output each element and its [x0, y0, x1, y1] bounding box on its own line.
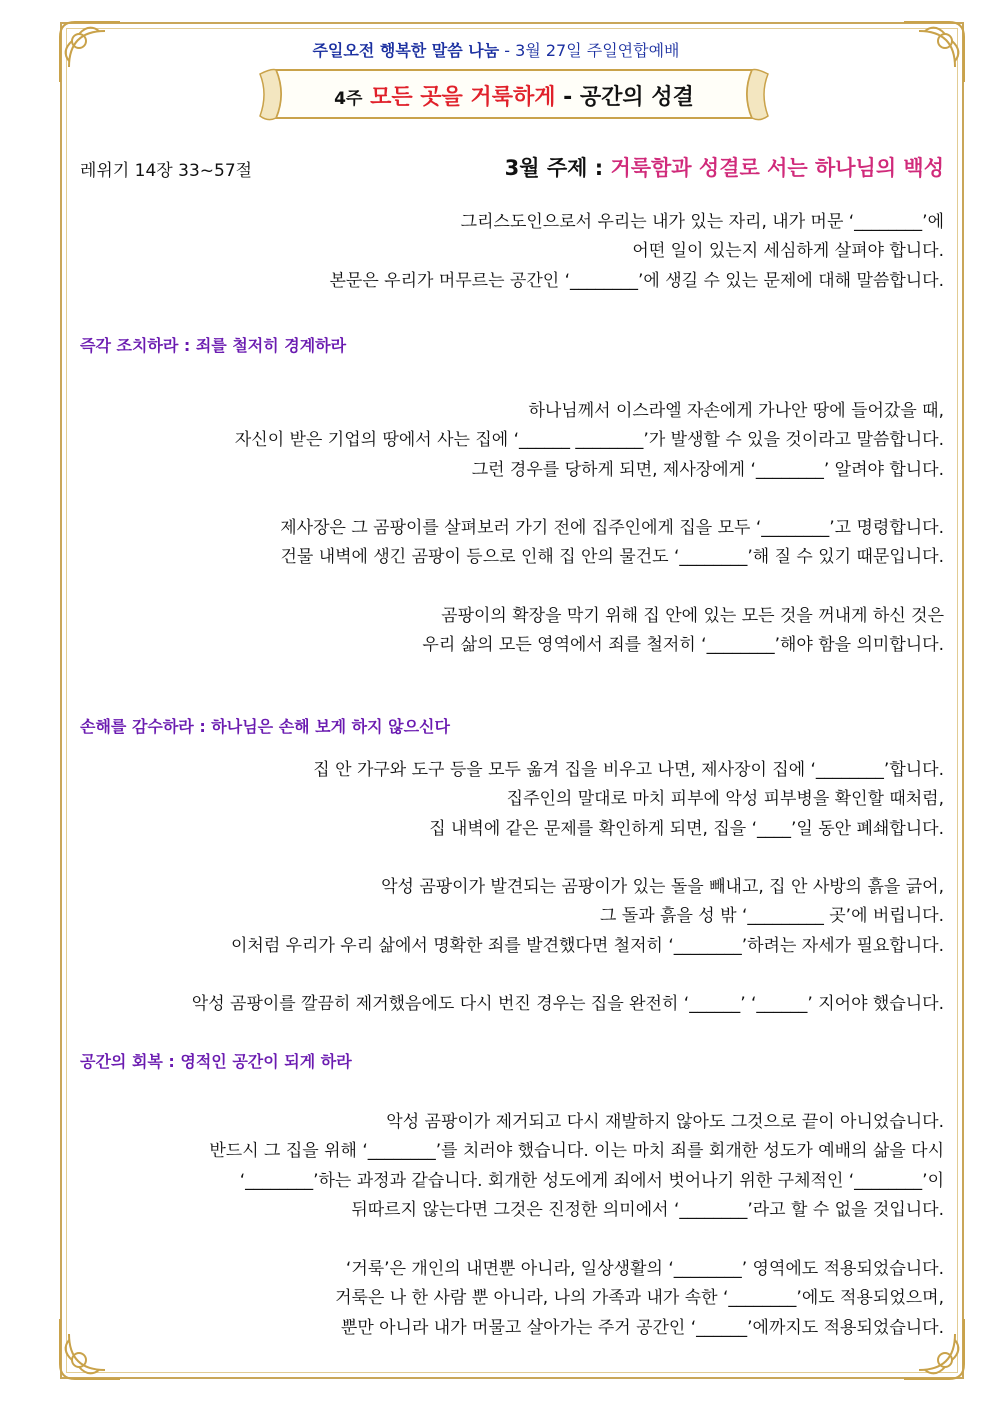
text-line: 그런 경우를 당하게 되면, 제사장에게 ‘________’ 알려야 합니다. — [471, 459, 944, 480]
monthly-theme — [505, 152, 944, 182]
text-line: 자신이 받은 기업의 땅에서 사는 집에 ‘______ ________’가 발생할 수 있을 것이라고 말씀합니다. — [234, 430, 944, 451]
text-line: 뿐만 아니라 내가 머물고 살아가는 주거 공간인 ‘______’에까지도 적용되었습니다. — [340, 1317, 944, 1338]
title-rest: - 공간의 성결 — [555, 85, 694, 110]
text-line: 악성 곰팡이가 제거되고 다시 재발하지 않아도 그것으로 끝이 아니었습니다. — [386, 1112, 944, 1132]
paragraph — [64, 1108, 944, 1225]
header-subtitle-bold: 주일오전 행복한 말씀 나눔 — [312, 41, 500, 60]
text-line: 악성 곰팡이가 발견되는 곰팡이가 있는 돌을 빼내고, 집 안 사방의 흙을 긁어, — [381, 877, 944, 897]
header-subtitle — [0, 38, 992, 61]
page-title — [258, 80, 770, 111]
text-line: 악성 곰팡이를 깔끔히 제거했음에도 다시 번진 경우는 집을 완전히 ‘______’ ‘______’ 지어야 했습니다. — [191, 994, 944, 1014]
text-line: 하나님께서 이스라엘 자손에게 가나안 땅에 들어갔을 때, — [528, 401, 944, 421]
paragraph — [64, 514, 944, 573]
text-line: 우리 삶의 모든 영역에서 죄를 철저히 ‘________’해야 함을 의미합니다. — [422, 635, 944, 656]
text-line: 거룩은 나 한 사람 뿐 아니라, 나의 가족과 내가 속한 ‘________’에도 적용되었으며, — [335, 1288, 944, 1309]
text-line: ‘________’하는 과정과 같습니다. 회개한 성도에게 죄에서 벗어나기 위한 구체적인 ‘________’이 — [239, 1170, 944, 1191]
theme-label: 3월 주제 : — [504, 156, 611, 180]
text-line: 반드시 그 집을 위해 ‘________’를 치러야 했습니다. 이는 마치 죄를 회개한 성도가 예배의 삶을 다시 — [209, 1141, 944, 1162]
section-heading: 공간의 회복 : 영적인 공간이 되게 하라 — [80, 1052, 352, 1071]
text-line: 본문은 우리가 머무르는 공간인 ‘________’에 생길 수 있는 문제에 대해 말씀합니다. — [329, 270, 944, 291]
intro-paragraph — [64, 208, 944, 296]
paragraph — [64, 602, 944, 661]
header-subtitle-date: - 3월 27일 주일연합예배 — [499, 41, 680, 60]
paragraph — [64, 873, 944, 961]
text-line: 그 돌과 흙을 성 밖 ‘_________ 곳’에 버립니다. — [599, 906, 944, 927]
week-label: 4주 — [334, 89, 363, 109]
section-heading: 손해를 감수하라 : 하나님은 손해 보게 하지 않으신다 — [80, 717, 450, 736]
paragraph — [64, 397, 944, 485]
text-line: 어떤 일이 있는지 세심하게 살펴야 합니다. — [632, 241, 944, 262]
title-highlight: 모든 곳을 거룩하게 — [370, 85, 556, 110]
text-line: ‘거룩’은 개인의 내면뿐 아니라, 일상생활의 ‘________’ 영역에도 적용되었습니다. — [345, 1259, 944, 1279]
text-line: 이처럼 우리가 우리 삶에서 명확한 죄를 발견했다면 철저히 ‘________’하려는 자세가 필요합니다. — [230, 935, 944, 956]
section-heading: 즉각 조치하라 : 죄를 철저히 경계하라 — [80, 336, 347, 355]
text-line: 곰팡이의 확장을 막기 위해 집 안에 있는 모든 것을 꺼내게 하신 것은 — [441, 606, 944, 626]
text-line: 그리스도인으로서 우리는 내가 있는 자리, 내가 머문 ‘________’에 — [460, 212, 944, 232]
text-line: 뒤따르지 않는다면 그것은 진정한 의미에서 ‘________’라고 할 수 없을 것입니다. — [351, 1199, 944, 1220]
text-line: 제사장은 그 곰팡이를 살펴보러 가기 전에 집주인에게 집을 모두 ‘________’고 명령합니다. — [280, 518, 944, 538]
title-banner — [258, 64, 770, 124]
text-line: 집주인의 말대로 마치 피부에 악성 피부병을 확인할 때처럼, — [506, 789, 944, 810]
paragraph — [64, 756, 944, 844]
scripture-reference: 레위기 14장 33~57절 — [80, 161, 253, 181]
theme-text: 거룩함과 성결로 서는 하나님의 백성 — [610, 156, 944, 180]
text-line: 집 안 가구와 도구 등을 모두 옮겨 집을 비우고 나면, 제사장이 집에 ‘________’합니다. — [313, 760, 944, 780]
text-line: 집 내벽에 같은 문제를 확인하게 되면, 집을 ‘____’일 동안 폐쇄합니다. — [429, 818, 944, 839]
text-line: 건물 내벽에 생긴 곰팡이 등으로 인해 집 안의 물건도 ‘________’해 질 수 있기 때문입니다. — [280, 547, 944, 568]
paragraph — [64, 1255, 944, 1343]
paragraph — [64, 990, 944, 1019]
